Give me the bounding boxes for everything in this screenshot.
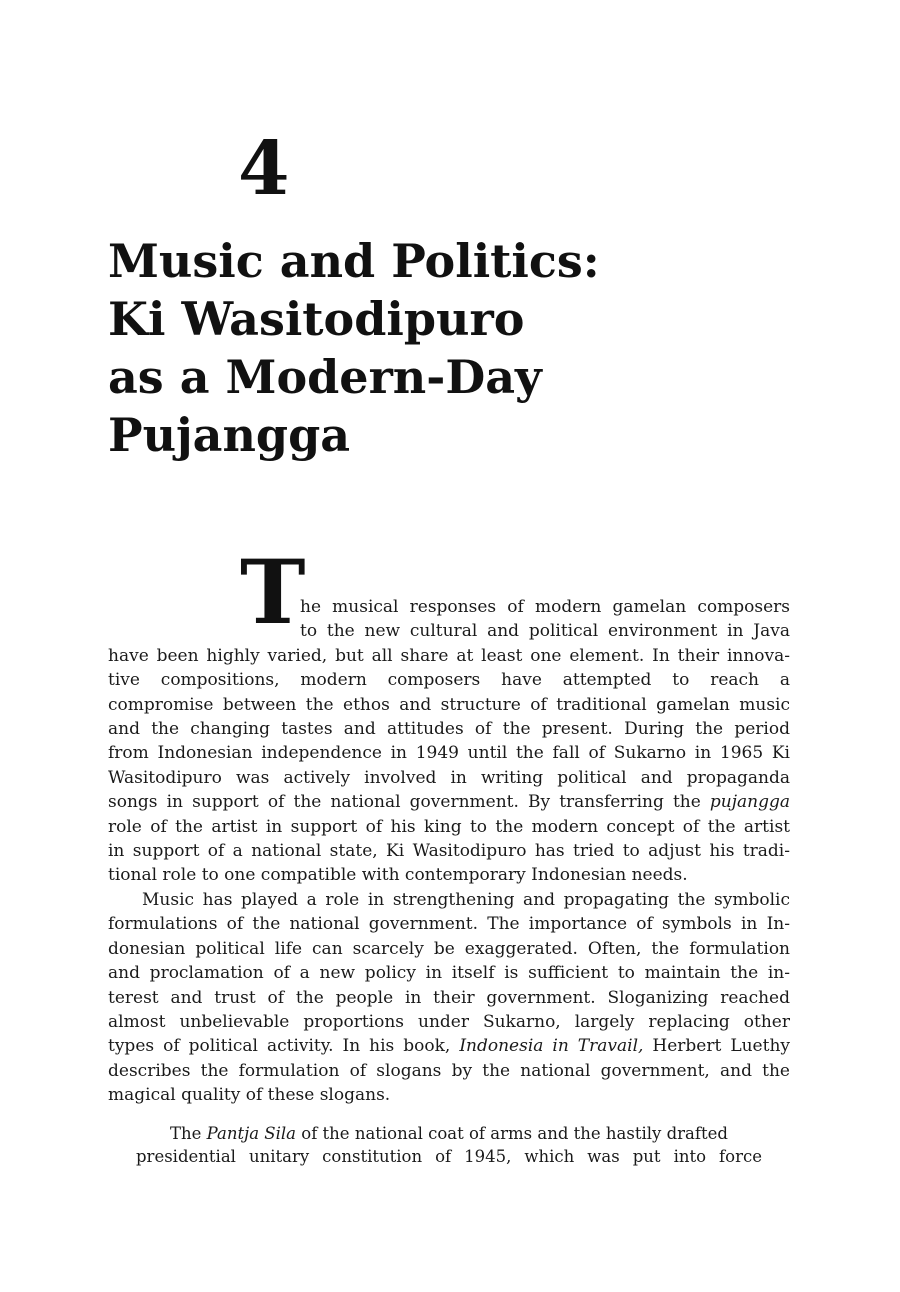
block-quote (136, 1122, 762, 1168)
text-line: he musical responses of modern gamelan composers (300, 597, 790, 617)
text-line: and the changing tastes and attitudes of the present. During the period (108, 718, 790, 739)
text-line: almost unbelievable proportions under Sukarno, largely replacing other (108, 1011, 790, 1032)
text-line: compromise between the ethos and structure of traditional gamelan music (108, 694, 790, 715)
text-line: Music has played a role in strengthening and propagating the symbolic (142, 890, 790, 910)
text-line: to the new cultural and political environment in Java (300, 621, 790, 642)
text-segment: of the national coat of arms and the hastily drafted (296, 1124, 728, 1143)
chapter-title-line: Pujangga (108, 408, 351, 462)
text-line: Wasitodipuro was actively involved in writing political and propaganda (108, 767, 790, 788)
book-title: Indonesia in Travail, (459, 1036, 644, 1057)
text-line (108, 1034, 790, 1058)
chapter-title-line: Ki Wasitodipuro (108, 292, 525, 346)
drop-cap: T (240, 540, 306, 644)
text-line: have been highly varied, but all share at least one element. In their innova- (108, 645, 790, 666)
text-line: and proclamation of a new policy in itself is sufficient to maintain the in- (108, 963, 790, 984)
paragraph-1 (108, 595, 790, 888)
text-line: describes the formulation of slogans by the national government, and the (108, 1060, 790, 1081)
text-line: in support of a national state, Ki Wasitodipuro has tried to adjust his tradi- (108, 840, 790, 861)
text-line: presidential unitary constitution of 1945, which was put into force (136, 1147, 762, 1166)
paragraph-2 (108, 888, 790, 1108)
text-segment: types of political activity. In his book, (108, 1036, 460, 1057)
text-segment: Herbert Luethy (643, 1036, 791, 1057)
chapter-title-line: as a Modern-Day (108, 350, 542, 404)
italic-term: Pantja Sila (206, 1124, 297, 1143)
text-line: tional role to one compatible with contemporary Indonesian needs. (108, 865, 688, 886)
text-line: role of the artist in support of his king to the modern concept of the artist (108, 816, 790, 837)
chapter-title (108, 232, 828, 464)
text-line: from Indonesian independence in 1949 until the fall of Sukarno in 1965 Ki (108, 743, 790, 764)
chapter-title-line: Music and Politics: (108, 234, 600, 288)
text-line: donesian political life can scarcely be exaggerated. Often, the formulation (108, 938, 790, 959)
chapter-number: 4 (238, 126, 290, 212)
text-line: formulations of the national government. The importance of symbols in In- (108, 914, 790, 935)
text-line (136, 1122, 762, 1145)
text-line: tive compositions, modern composers have attempted to reach a (108, 670, 790, 691)
italic-term: pujangga (709, 792, 790, 813)
text-segment: The (170, 1124, 207, 1143)
text-line: magical quality of these slogans. (108, 1085, 391, 1106)
text-line (108, 790, 790, 814)
text-segment: songs in support of the national government. By transferring the (108, 792, 710, 813)
text-line: terest and trust of the people in their government. Sloganizing reached (108, 987, 790, 1008)
